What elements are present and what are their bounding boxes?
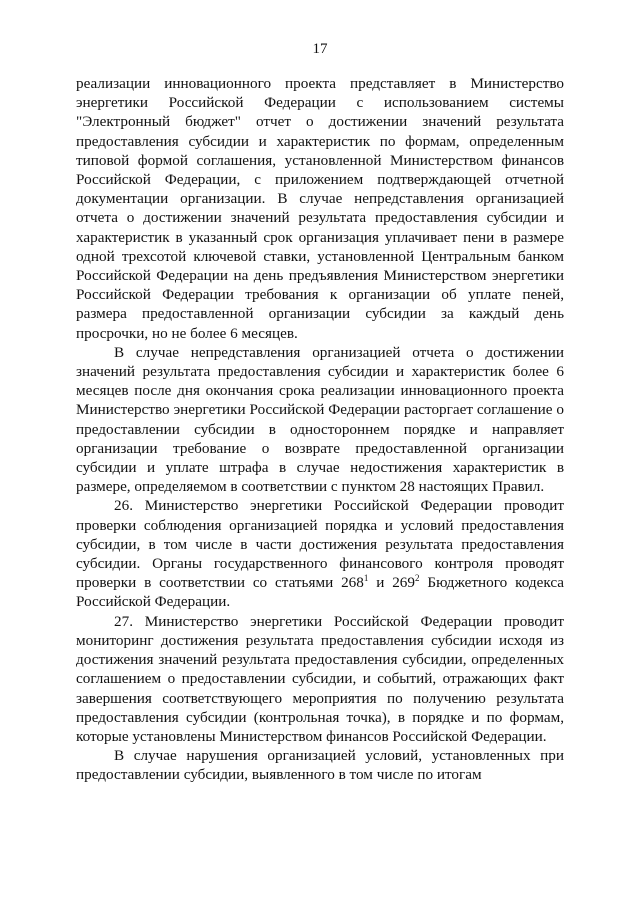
paragraph-report-submission: реализации инновационного проекта представляет в Министерство энергетики Российской Федерации с использованием системы "Электронный бюджет" отчет о достижении значений результата предоставления субсидии и характеристик по формам, определенным типовой формой соглашения, установленной Министерством финансов Российской Федерации, с приложением подтверждающей отчетной документации организации. В случае непредставления организацией отчета о достижении значений результата предоставления субсидии и характеристик в указанный срок организация уплачивает пени в размере одной трехсотой ключевой ставки, установленной Центральным банком Российской Федерации на день предъявления Министерством энергетики Российской Федерации требования к организации об уплате пеней, размера предоставленной организации субсидии за каждый день просрочки, но не более 6 месяцев.: [76, 75, 564, 342]
paragraph-agreement-termination: В случае непредставления организацией отчета о достижении значений результата предоставления субсидии и характеристик более 6 месяцев после дня окончания срока реализации инновационного проекта Министерство энергетики Российской Федерации расторгает соглашение о предоставлении субсидии в одностороннем порядке и направляет организации требование о возврате предоставленной организации субсидии и уплате штрафа в случае недостижения характеристик в размере, определяемом в соответствии с пунктом 28 настоящих Правил.: [76, 343, 564, 496]
article-268-superscript: 1: [363, 573, 369, 584]
document-body: [76, 74, 564, 785]
article-269-superscript: 2: [415, 573, 420, 584]
paragraph-26-text-after: Бюджетного кодекса Российской Федерации.: [76, 574, 564, 611]
paragraph-27-monitoring: 27. Министерство энергетики Российской Федерации проводит мониторинг достижения результата предоставления субсидии исходя из достижения значений результата предоставления субсидии, определенных соглашением о предоставлении субсидии, и событий, отражающих факт завершения соответствующего мероприятия по получению результата предоставления субсидии (контрольная точка), в порядке и по формам, которые установлены Министерством финансов Российской Федерации.: [76, 612, 564, 745]
paragraph-26-inspections: [76, 496, 564, 611]
page-number: 17: [312, 41, 328, 57]
paragraph-26-text-before: 26. Министерство энергетики Российской Федерации проводит проверки соблюдения организацией порядка и условий предоставления субсидии, в том числе в части достижения результата предоставления субсидии. Органы государственного финансового контроля проводят проверки в соответствии со статьями 268: [76, 497, 564, 592]
paragraph-26-text-middle: и 269: [368, 574, 415, 592]
paragraph-violation-start: В случае нарушения организацией условий, установленных при предоставлении субсидии, выявленного в том числе по итогам: [76, 747, 564, 784]
